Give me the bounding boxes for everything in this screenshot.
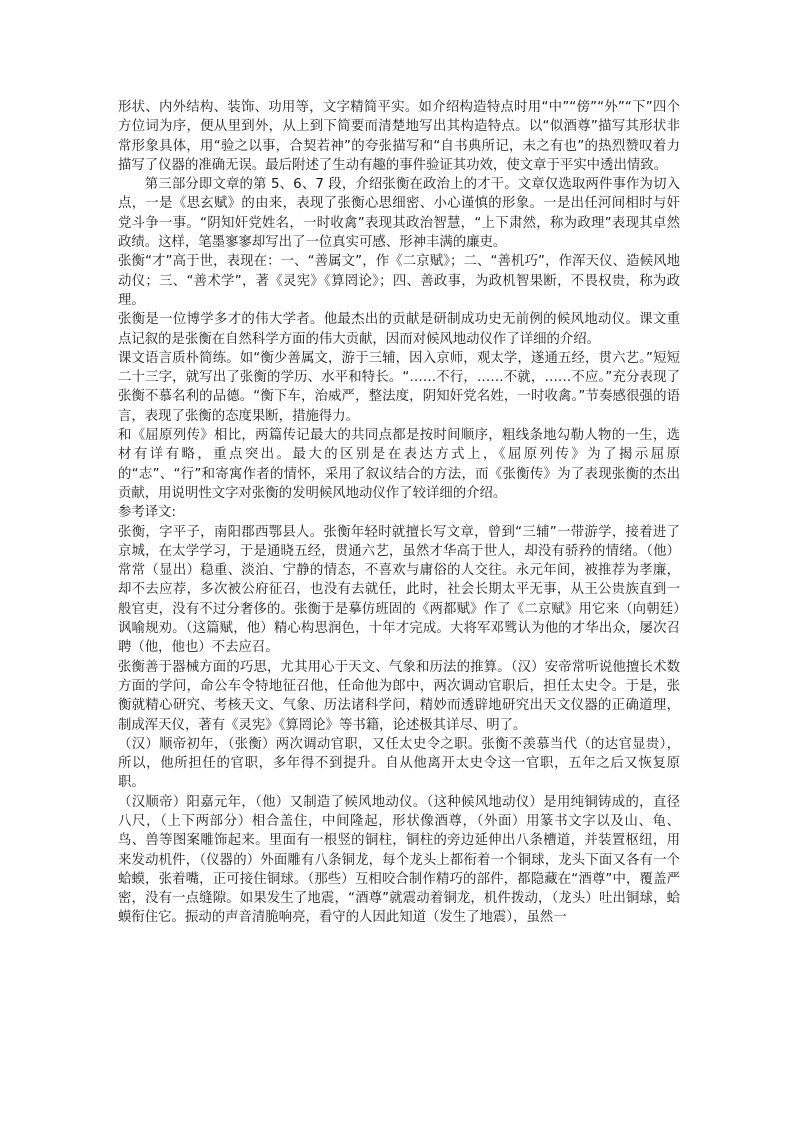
paragraph-language-style: 课文语言质朴简练。如“衡少善属文，游于三辅，因入京师，观太学，遂通五经，贯六艺。”短短二十三字，就写出了张衡的学历、水平和特长。“……不行，……不就，……不应。”充分表现了张衡不慕名利的品德。“衡下车，治威严，整法度，阴知奸党名姓，一时收禽。”节奏感很强的语言，表现了张衡的态度果断，措施得力。: [118, 350, 680, 424]
paragraph-translation-2: 张衡善于器械方面的巧思，尤其用心于天文、气象和历法的推算。（汉）安帝常听说他擅长术数方面的学问，命公车令特地征召他，任命他为郎中，两次调动官职后，担任太史令。于是，张衡就精心研究、考核天文、气象、历法诸科学问，精妙而透辟地研究出天文仪器的正确道理，制成浑天仪，著有《灵宪》《算罔论》等书籍，论述极其详尽、明了。: [118, 659, 680, 733]
paragraph-comparison: 和《屈原列传》相比，两篇传记最大的共同点都是按时间顺序，粗线条地勾勒人物的一生，选材有详有略，重点突出。最大的区别是在表达方式上，《屈原列传》为了揭示屈原的“志”、“行”和寄寓作者的情怀，采用了叙议结合的方法，而《张衡传》为了表现张衡的杰出贡献，用说明性文字对张衡的发明候风地动仪作了较详细的介绍。: [118, 428, 680, 501]
paragraph-talents: 张衡“才”高于世，表现在：一、“善属文”，作《二京赋》；二、“善机巧”，作浑天仪、造候风地动仪；三、“善术学”，著《灵宪》《算罔论》；四、善政事，为政机智果断，不畏权贵，称为政理。: [118, 254, 680, 308]
paragraph-part-three: 第三部分即文章的第 5、6、7 段，介绍张衡在政治上的才干。文章仅选取两件事作为切入点，一是《思玄赋》的由来，表现了张衡心思细密、小心谨慎的形象。一是出任河间相时与奸党斗争一事。“阴知奸党姓名，一时收禽”表现其政治智慧，“上下肃然，称为政理”表现其卓然政绩。这样，笔墨寥寥却写出了一位真实可感、形神丰满的廉吏。: [118, 177, 680, 251]
document-page: [118, 98, 680, 928]
translation-heading: 参考译文:: [118, 505, 177, 521]
paragraph-translation-1: 张衡，字平子，南阳郡西鄂县人。张衡年轻时就擅长写文章，曾到“三辅”一带游学，接着进了京城，在太学学习，于是通晓五经，贯通六艺，虽然才华高于世人，却没有骄矜的情绪。（他）常常（显出）稳重、淡泊、宁静的情态，不喜欢与庸俗的人交往。永元年间，被推荐为孝廉，却不去应荐，多次被公府征召，也没有去就任，此时，社会长期太平无事，从王公贵族直到一般官吏，没有不过分奢侈的。张衡于是摹仿班固的《两都赋》作了《二京赋》用它来（向朝廷）讽喻规劝。（这篇赋，他）精心构思润色，十年才完成。大将军邓骘认为他的才华出众，屡次召聘（他，他也）不去应召。: [118, 524, 680, 656]
paragraph-translation-4: （汉顺帝）阳嘉元年，（他）又制造了候风地动仪。（这种候风地动仪）是用纯铜铸成的，直径八尺，（上下两部分）相合盖住，中间隆起，形状像酒尊，（外面）用篆书文字以及山、龟、鸟、兽等图案雕饰起来。里面有一根竖的铜柱，铜柱的旁边延伸出八条槽道，并装置枢纽，用来发动机件，（仪器的）外面雕有八条铜龙，每个龙头上都衔着一个铜球，龙头下面又各有一个蛤蟆，张着嘴，正可接住铜球。（那些）互相咬合制作精巧的部件，都隐藏在“酒尊”中，覆盖严密，没有一点缝隙。如果发生了地震，“酒尊”就震动着铜龙，机件拨动，（龙头）吐出铜球，蛤蟆衔住它。振动的声音清脆响亮，看守的人因此知道（发生了地震），虽然一: [118, 794, 680, 926]
paragraph-translation-3: （汉）顺帝初年，（张衡）两次调动官职，又任太史令之职。张衡不羡慕当代（的达官显贵），所以，他所担任的官职，多年得不到提升。自从他离开太史令这一官职，五年之后又恢复原职。: [118, 736, 680, 791]
paragraph-scholar: 张衡是一位博学多才的伟大学者。他最杰出的贡献是研制成功史无前例的候风地动仪。课文重点记叙的是张衡在自然科学方面的伟大贡献，因而对候风地动仪作了详细的介绍。: [118, 312, 680, 347]
paragraph-instrument-description: 形状、内外结构、装饰、功用等，文字精简平实。如介绍构造特点时用“中”“傍”“外”“下”四个方位词为序，便从里到外，从上到下简要而清楚地写出其构造特点。以“似酒尊”描写其形状非常形象具体，用“验之以事，合契若神”的夸张描写和“自书典所记，未之有也”的热烈赞叹着力描写了仪器的准确无误。最后附述了生动有趣的事件验证其功效，使文章于平实中透出情致。: [118, 100, 680, 173]
